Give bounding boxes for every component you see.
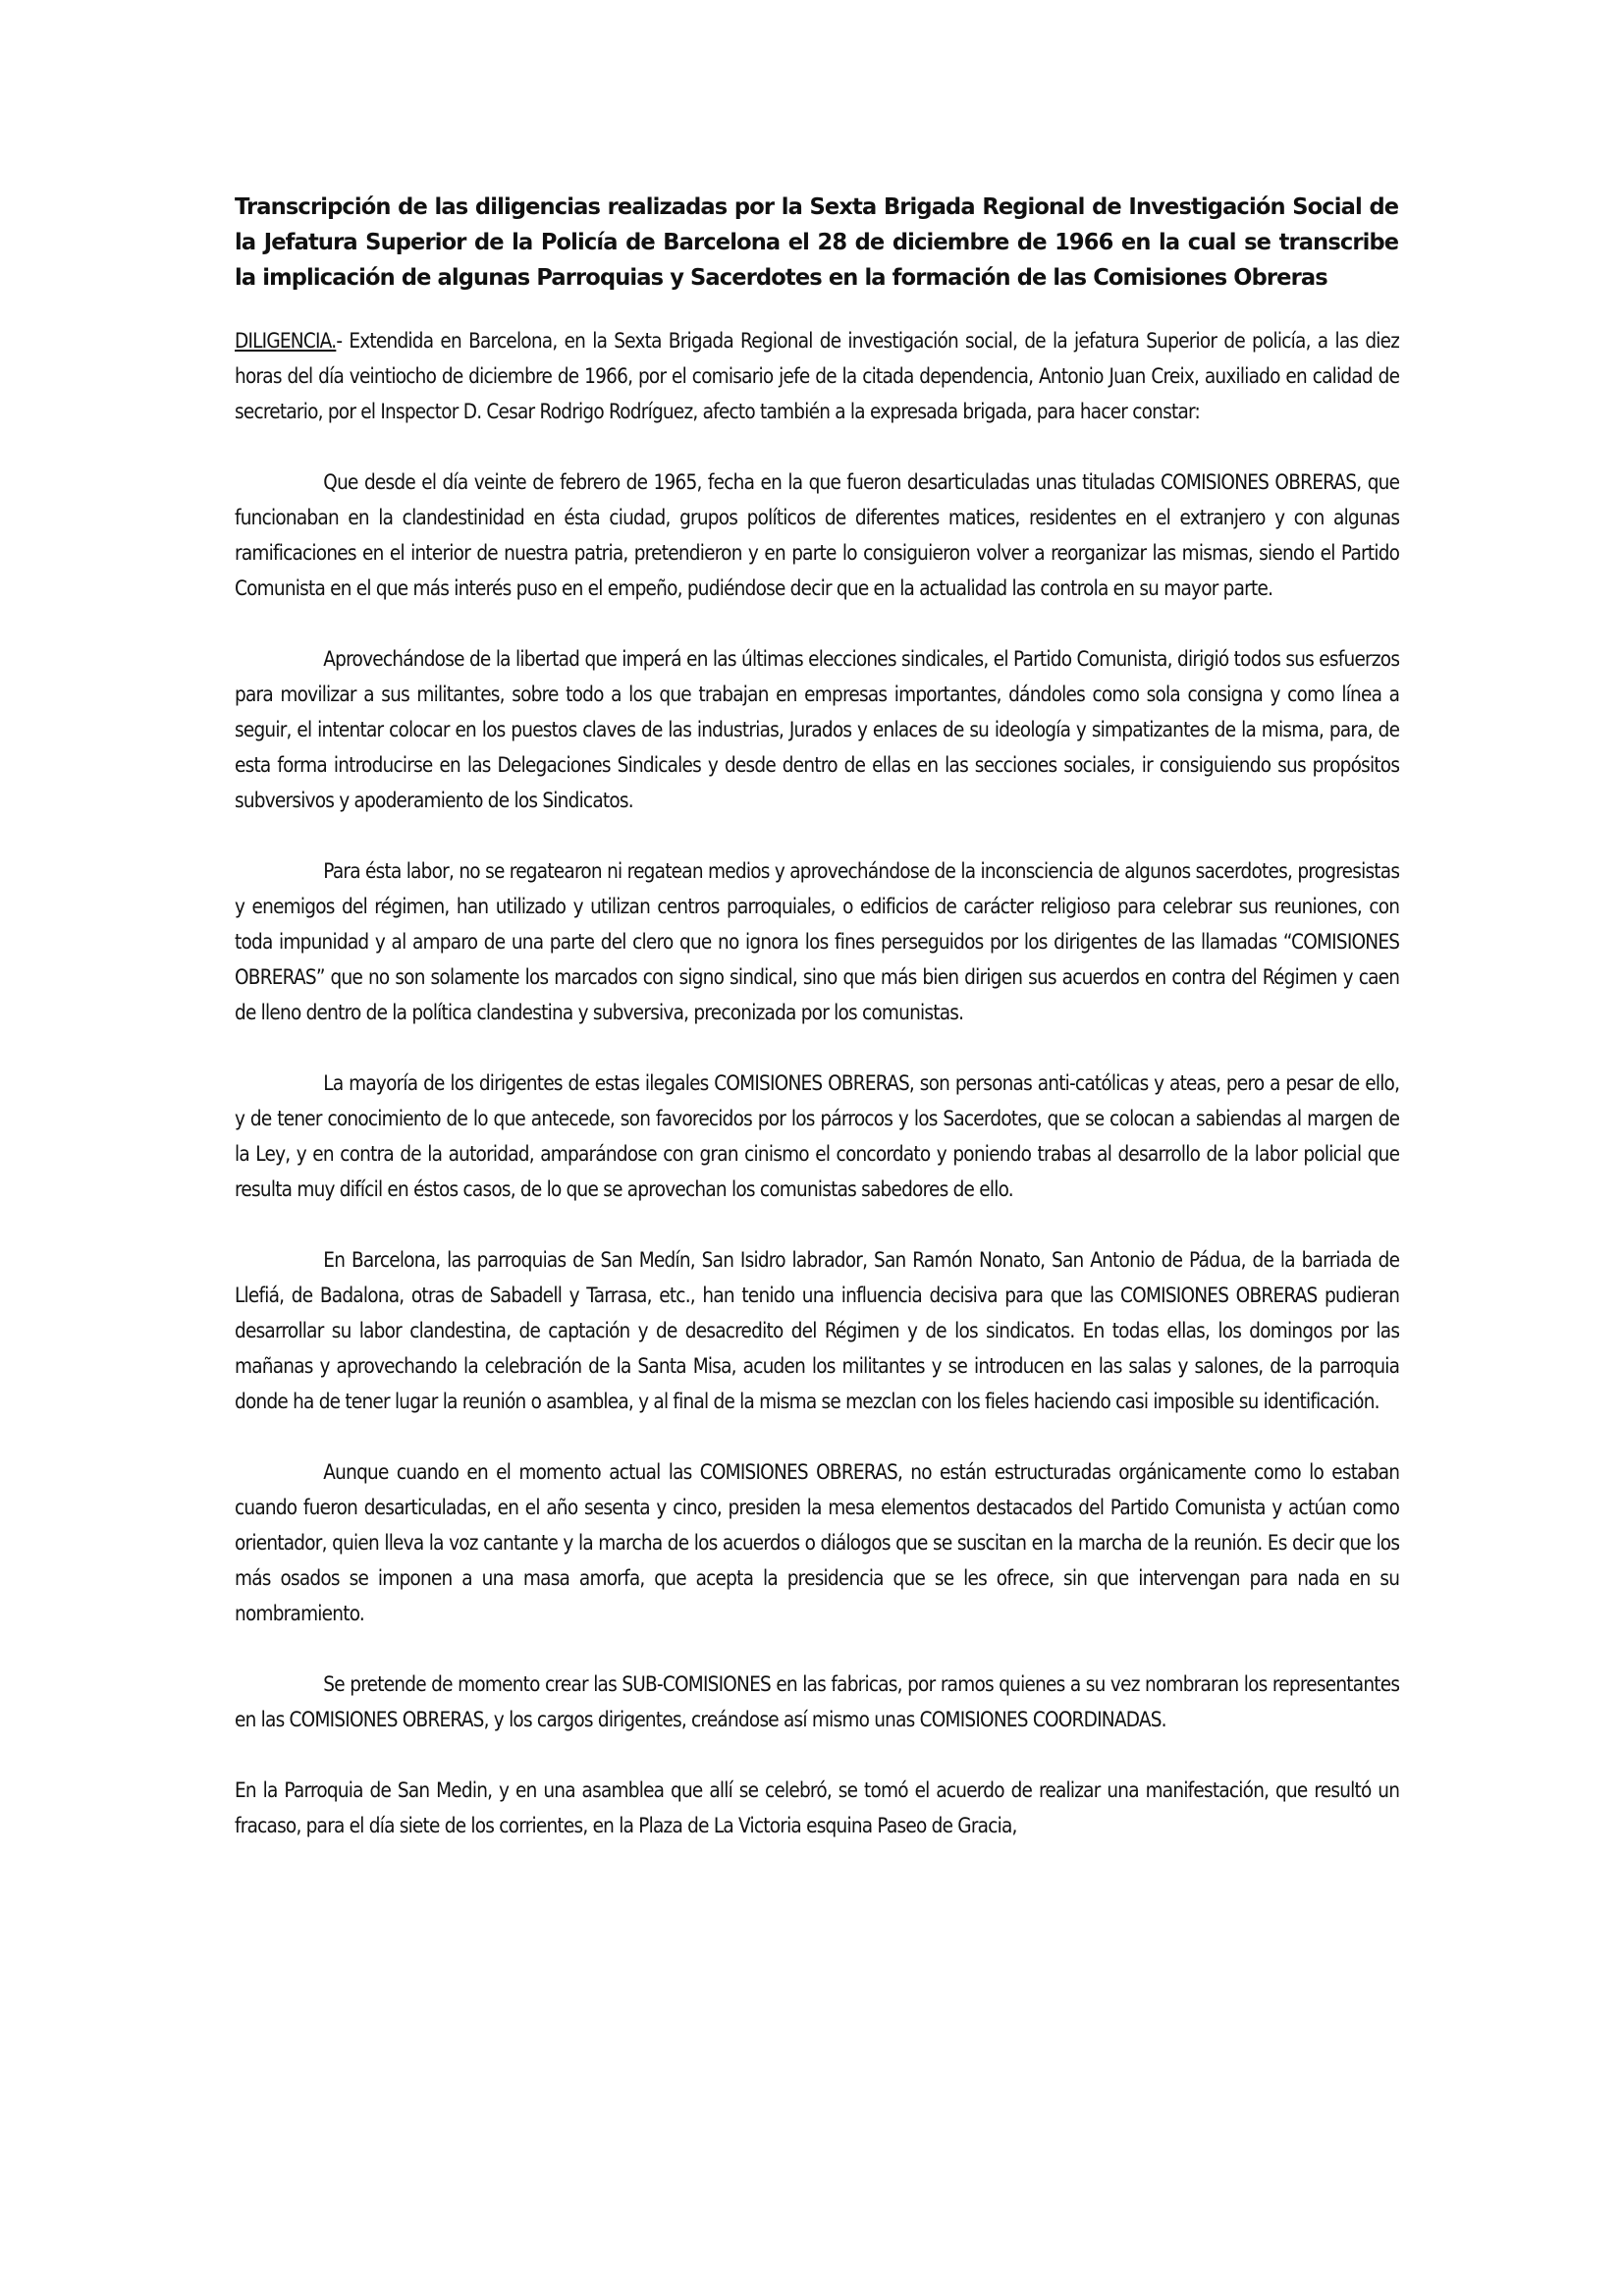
body-paragraph-3: Para ésta labor, no se regatearon ni regatean medios y aprovechándose de la inconsciencia de algunos sacerdotes, progresistas y enemigos del régimen, han utilizado y utilizan centros parroquiales, o edificios de carácter religioso para celebrar sus reuniones, con toda impunidad y al amparo de una parte del clero que no ignora los fines perseguidos por los dirigentes de las llamadas “COMISIONES OBRERAS” que no son solamente los marcados con signo sindical, sino que más bien dirigen sus acuerdos en contra del Régimen y caen de lleno dentro de la política clandestina y subversiva, preconizada por los comunistas. [235, 859, 1399, 1025]
body-paragraph-2: Aprovechándose de la libertad que imperá en las últimas elecciones sindicales, el Partido Comunista, dirigió todos sus esfuerzos para movilizar a sus militantes, sobre todo a los que trabajan en empresas importantes, dándoles como sola consigna y como línea a seguir, el intentar colocar en los puestos claves de las industrias, Jurados y enlaces de su ideología y simpatizantes de la misma, para, de esta forma introducirse en las Delegaciones Sindicales y desde dentro de ellas en las secciones sociales, ir consiguiendo sus propósitos subversivos y apoderamiento de los Sindicatos. [235, 647, 1399, 813]
body-paragraph-6: Aunque cuando en el momento actual las COMISIONES OBRERAS, no están estructuradas orgánicamente como lo estaban cuando fueron desarticuladas, en el año sesenta y cinco, presiden la mesa elementos destacados del Partido Comunista y actúan como orientador, quien lleva la voz cantante y la marcha de los acuerdos o diálogos que se suscitan en la marcha de la reunión. Es decir que los más osados se imponen a una masa amorfa, que acepta la presidencia que se les ofrece, sin que intervengan para nada en su nombramiento. [235, 1460, 1399, 1626]
intro-text: - Extendida en Barcelona, en la Sexta Brigada Regional de investigación social, de la jefatura Superior de policía, a las diez horas del día veintiocho de diciembre de 1966, por el comisario jefe de la citada dependencia, Antonio Juan Creix, auxiliado en calidad de secretario, por el Inspector D. Cesar Rodrigo Rodríguez, afecto también a la expresada brigada, para hacer constar: [235, 329, 1399, 424]
body-paragraph-7: Se pretende de momento crear las SUB-COMISIONES en las fabricas, por ramos quienes a su vez nombraran los representantes en las COMISIONES OBRERAS, y los cargos dirigentes, creándose así mismo unas COMISIONES COORDINADAS. [235, 1672, 1399, 1732]
intro-paragraph [235, 324, 1399, 430]
body-paragraph-4: La mayoría de los dirigentes de estas ilegales COMISIONES OBRERAS, son personas anti-católicas y ateas, pero a pesar de ello, y de tener conocimiento de lo que antecede, son favorecidos por los párrocos y los Sacerdotes, que se colocan a sabiendas al margen de la Ley, y en contra de la autoridad, amparándose con gran cinismo el concordato y poniendo trabas al desarrollo de la labor policial que resulta muy difícil en éstos casos, de lo que se aprovechan los comunistas sabedores de ello. [235, 1071, 1399, 1202]
body-paragraph-5: En Barcelona, las parroquias de San Medín, San Isidro labrador, San Ramón Nonato, San Antonio de Pádua, de la barriada de Llefiá, de Badalona, otras de Sabadell y Tarrasa, etc., han tenido una influencia decisiva para que las COMISIONES OBRERAS pudieran desarrollar su labor clandestina, de captación y de desacredito del Régimen y de los sindicatos. En todas ellas, los domingos por las mañanas y aprovechando la celebración de la Santa Misa, acuden los militantes y se introducen en las salas y salones, de la parroquia donde ha de tener lugar la reunión o asamblea, y al final de la misma se mezclan con los fieles haciendo casi imposible su identificación. [235, 1248, 1399, 1414]
final-paragraph: En la Parroquia de San Medin, y en una asamblea que allí se celebró, se tomó el acuerdo de realizar una manifestación, que resultó un fracaso, para el día siete de los corrientes, en la Plaza de La Victoria esquina Paseo de Gracia, [235, 1778, 1399, 1838]
document-page [235, 189, 1399, 2251]
body-paragraph-1: Que desde el día veinte de febrero de 1965, fecha en la que fueron desarticuladas unas tituladas COMISIONES OBRERAS, que funcionaban en la clandestinidad en ésta ciudad, grupos políticos de diferentes matices, residentes en el extranjero y con algunas ramificaciones en el interior de nuestra patria, pretendieron y en parte lo consiguieron volver a reorganizar las mismas, siendo el Partido Comunista en el que más interés puso en el empeño, pudiéndose decir que en la actualidad las controla en su mayor parte. [235, 470, 1399, 601]
diligencia-label: DILIGENCIA. [235, 329, 337, 354]
document-title: Transcripción de las diligencias realizadas por la Sexta Brigada Regional de Investigación Social de la Jefatura Superior de la Policía de Barcelona el 28 de diciembre de 1966 en la cual se transcribe la implicación de algunas Parroquias y Sacerdotes en la formación de las Comisiones Obreras [235, 192, 1399, 291]
